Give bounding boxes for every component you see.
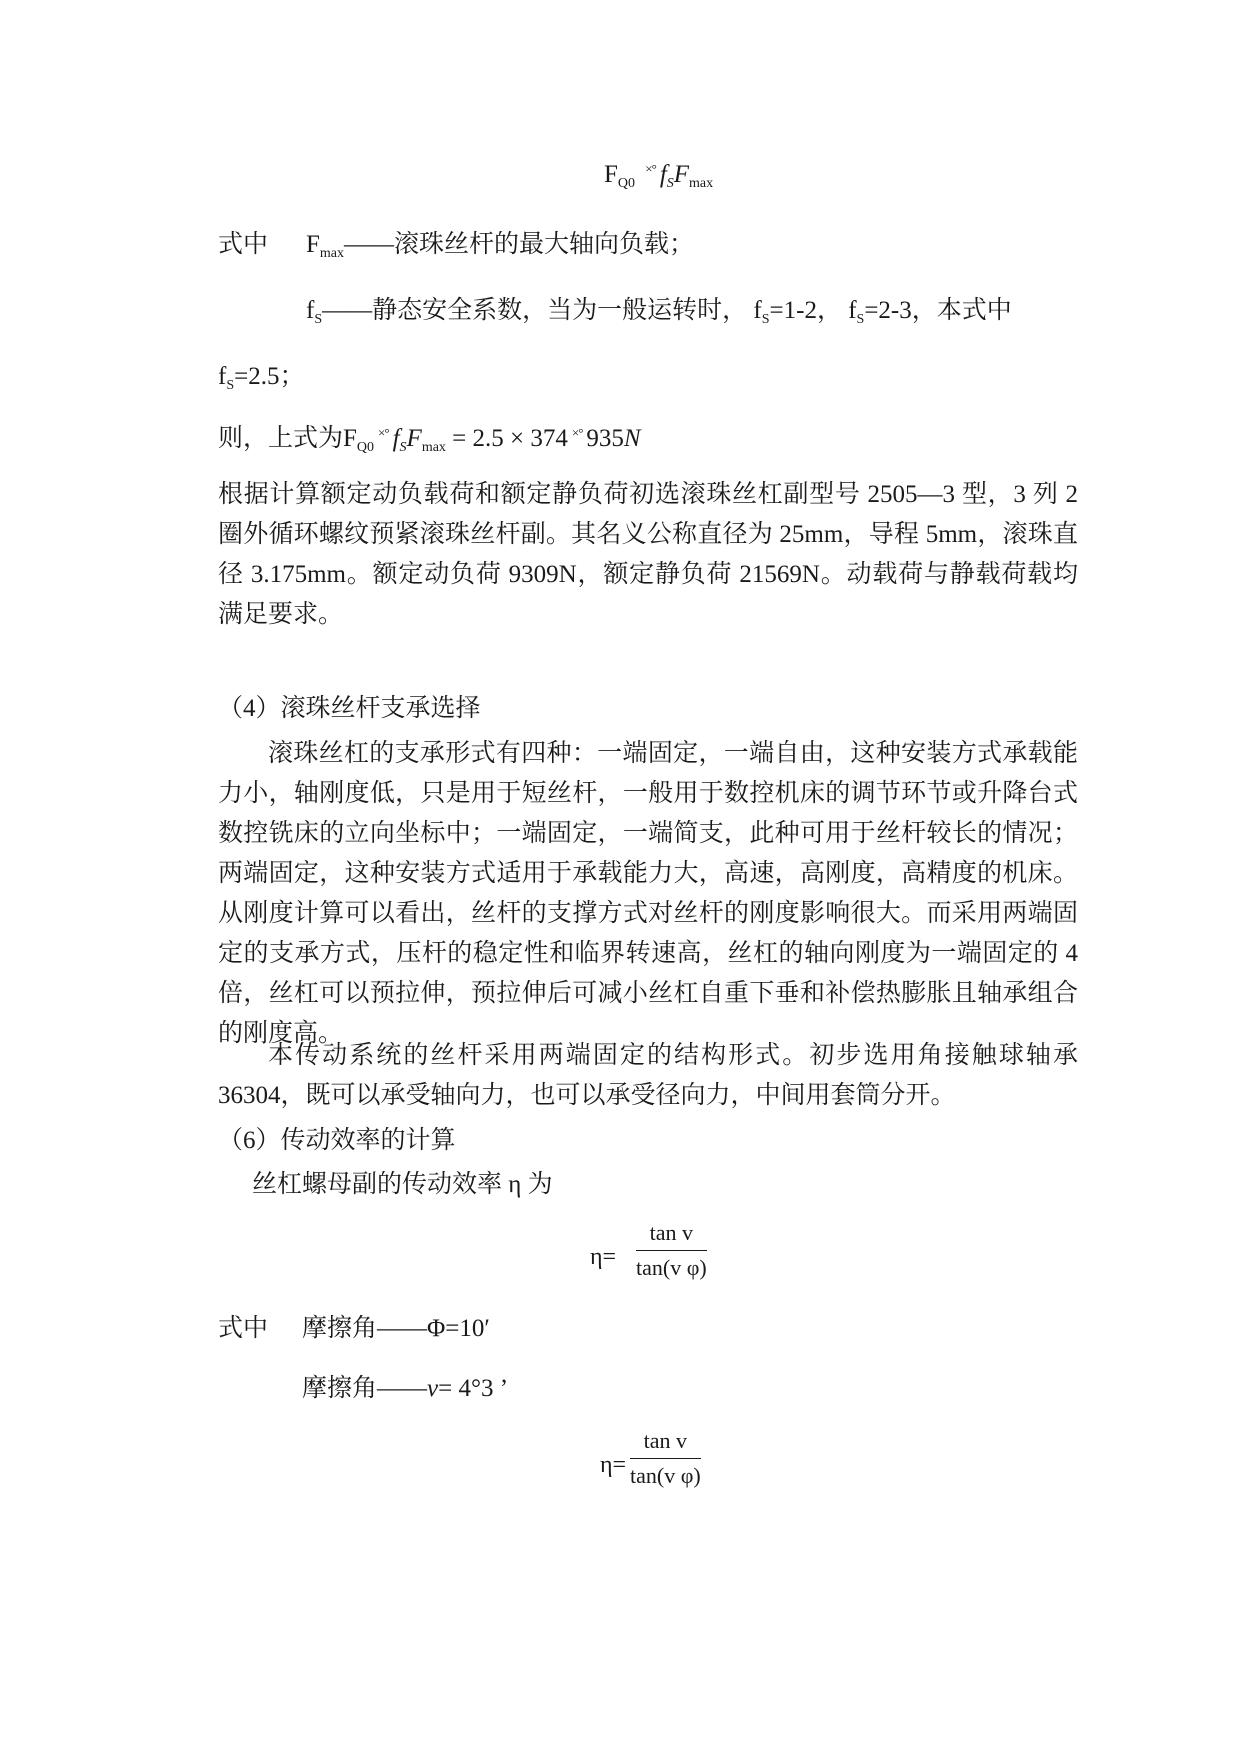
section-heading-6 — [218, 1124, 456, 1158]
eta-label-2: η= — [600, 1452, 627, 1478]
intro-text: 丝杠螺母副的传动效率 η 为 — [252, 1171, 553, 1198]
var-sub: max — [319, 246, 345, 261]
value-text: =2.5； — [234, 363, 305, 390]
approx-symbol: ×° — [571, 425, 583, 440]
heading-text: （6）传动效率的计算 — [218, 1127, 456, 1154]
formula-var: F — [673, 161, 690, 188]
formula-var: F — [406, 425, 422, 452]
eta-fraction — [636, 1220, 707, 1281]
paragraph-text: 根据计算额定动负载荷和额定静负荷初选滚珠丝杠副型号 2505—3 型，3 列 2 圈外循环螺纹预紧滚珠丝杆副。其名义公称直径为 25mm，导程 5mm，滚珠直径 3.175mm。额定动负荷 9309N，额定静负荷 21569N。动载荷与静载荷载均满足要求。 — [218, 481, 1078, 628]
formula-fq0 — [604, 158, 713, 195]
formula-var: F — [604, 161, 618, 188]
value-text: = 4°3 ’ — [438, 1375, 509, 1402]
fraction-denominator: tan(v φ) — [630, 1463, 701, 1488]
formula-sub: max — [689, 176, 714, 191]
fraction-denominator: tan(v φ) — [636, 1255, 707, 1280]
where-lead-angle-line — [302, 1372, 508, 1406]
formula-prefix: 则，上式为 — [218, 425, 344, 452]
fraction-numerator: tan v — [636, 1220, 707, 1251]
fs-final-line: $f_S=2.5$； — [218, 363, 305, 393]
formula-var: F — [343, 425, 357, 452]
selection-paragraph — [218, 475, 1078, 635]
definition-text: 摩擦角——Φ=10′ — [302, 1315, 490, 1342]
heading-text: （4）滚珠丝杆支承选择 — [218, 695, 481, 722]
var-v: v — [427, 1375, 439, 1402]
system-paragraph — [218, 1036, 1078, 1116]
formula-sub: Q0 — [356, 440, 375, 455]
where-fs-line: $f_S——$静态安全系数，当为一般运转时， $f_S=1-2$， $f_S=2-3$，本式中 — [306, 297, 1012, 327]
approx-symbol: ×° — [378, 425, 389, 440]
paragraph-text: 本传动系统的丝杆采用两端固定的结构形式。初步选用角接触球轴承 36304，既可以承受轴向力，也可以承受径向力，中间用套筒分开。 — [218, 1042, 1078, 1109]
formula-mid: = 2.5 × 374 — [452, 425, 568, 452]
var-f: F — [306, 231, 320, 258]
definition-text: 摩擦角—— — [302, 1375, 428, 1402]
paragraph-text: 滚珠丝杠的支承形式有四种：一端固定，一端自由，这种安装方式承载能力小，轴刚度低，只是用于短丝杆，一般用于数控机床的调节环节或升降台式数控铣床的立向坐标中；一端固定，一端简支，此种可用于丝杆较长的情况；两端固定，这种安装方式适用于承载能力大，高速，高刚度，高精度的机床。从刚度计算可以看出，丝杆的支撑方式对丝杆的刚度影响很大。而采用两端固定的支承方式，压杆的稳定性和临界转速高，丝杠的轴向刚度为一端固定的 4 倍，丝杠可以预拉伸，预拉伸后可减小丝杠自重下垂和补偿热膨胀且轴承组合的刚度高。 — [218, 740, 1078, 1047]
formula-var: f — [659, 161, 667, 188]
var-sub: S — [226, 378, 235, 393]
formula-var: f — [392, 425, 400, 452]
var-sub: S — [856, 312, 865, 327]
definition-text: ——滚珠丝杆的最大轴向负载； — [344, 231, 695, 258]
where-label: 式中 — [218, 1315, 269, 1342]
var-sub: S — [761, 312, 770, 327]
formula-sub: S — [666, 176, 674, 191]
formula-sub: max — [421, 440, 446, 455]
var-f: f — [306, 297, 315, 324]
section-heading-4 — [218, 692, 481, 726]
formula-sub: S — [399, 440, 407, 455]
approx-symbol: ×° — [645, 161, 656, 176]
formula-sub: Q0 — [617, 176, 636, 191]
where-fmax-line — [218, 228, 694, 262]
support-paragraph — [218, 734, 1078, 1054]
eta-fraction-2 — [630, 1428, 701, 1489]
var-sub: S — [314, 312, 323, 327]
formula-unit: N — [623, 425, 641, 452]
eta-label: η= — [590, 1244, 617, 1270]
where-friction-line — [218, 1312, 490, 1346]
value-text: =1-2， — [769, 297, 842, 324]
formula-result: 935 — [586, 425, 624, 452]
efficiency-intro — [252, 1168, 553, 1202]
fraction-numerator: tan v — [630, 1428, 701, 1459]
definition-text: ——静态安全系数，当为一般运转时， — [322, 297, 748, 324]
where-label: 式中 — [218, 231, 269, 258]
value-text: =2-3，本式中 — [864, 297, 1012, 324]
formula-result-line — [218, 422, 641, 459]
